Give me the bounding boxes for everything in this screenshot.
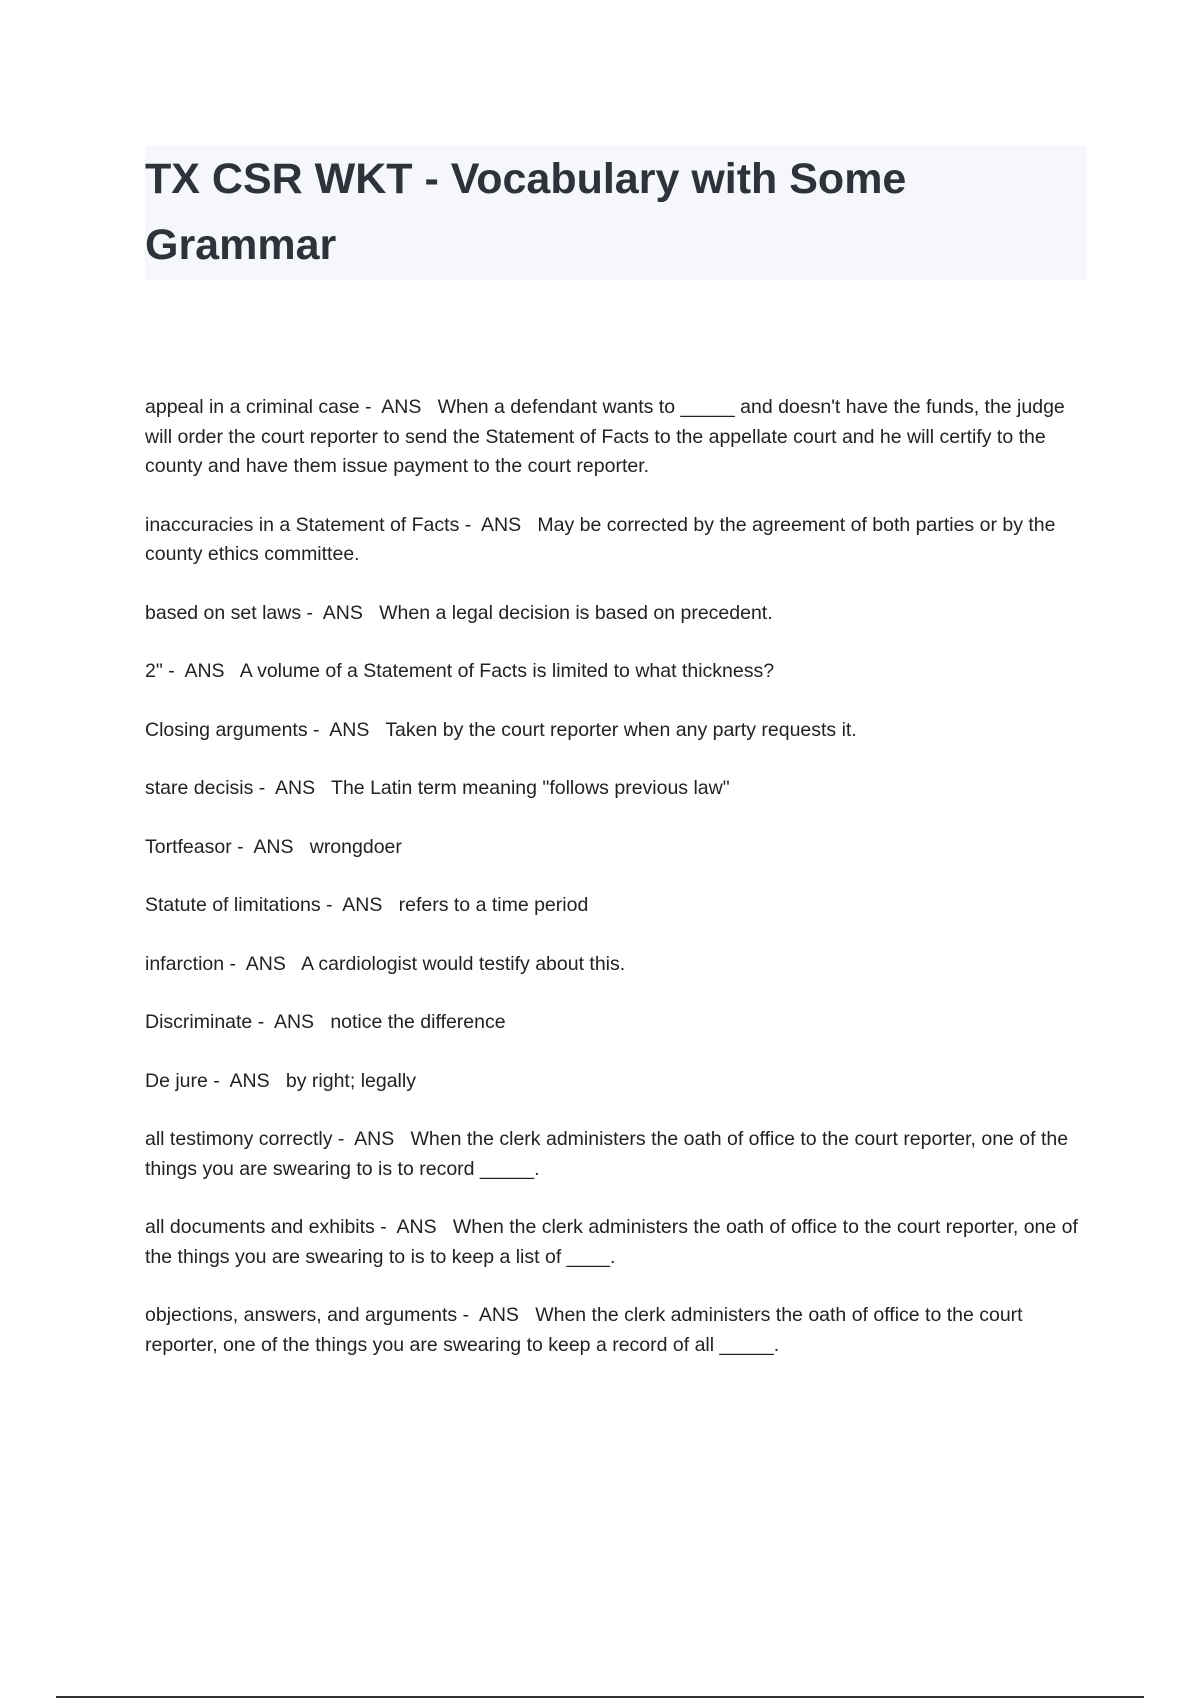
- title-block: [145, 146, 1087, 280]
- list-item: [145, 774, 1095, 804]
- list-item: [145, 393, 1095, 482]
- entry-definition: When the clerk administers the oath of office to the court reporter, one of the things you are swearing to is to keep a list of ____.: [145, 1216, 1084, 1268]
- list-item: [145, 1301, 1095, 1360]
- entry-term: based on set laws: [145, 601, 302, 624]
- document-title: TX CSR WKT - Vocabulary with Some Grammar: [145, 155, 907, 269]
- entry-term: all testimony correctly: [145, 1128, 333, 1150]
- entry-term: Discriminate: [145, 1011, 253, 1033]
- list-item: [145, 511, 1095, 570]
- entry-separator: - ANS: [359, 396, 438, 418]
- entry-separator: - ANS: [320, 894, 399, 916]
- entry-separator: - ANS: [374, 1216, 453, 1238]
- entry-term: infarction: [145, 952, 225, 975]
- list-item: [145, 833, 1095, 863]
- entry-term: Tortfeasor: [145, 835, 232, 858]
- entry-term: stare decisis: [145, 777, 254, 799]
- list-item: [145, 599, 1095, 629]
- entry-term: 2": [145, 660, 163, 682]
- list-item: [145, 950, 1095, 980]
- entry-term: objections, answers, and arguments: [145, 1304, 458, 1326]
- entry-definition: A volume of a Statement of Facts is limited to what thickness?: [239, 660, 775, 682]
- list-item: [145, 716, 1095, 746]
- list-item: [145, 891, 1095, 921]
- entry-separator: - ANS: [253, 777, 332, 799]
- entry-definition: When a defendant wants to _____ and doesn't have the funds, the judge will order the court reporter to send the Statement of Facts to the appellate court and he will certify to the county and have them issue payment to the court reporter.: [145, 396, 1071, 477]
- entry-separator: - ANS: [307, 718, 386, 741]
- entry-separator: - ANS: [252, 1011, 331, 1033]
- entry-definition: May be corrected by the agreement of both parties or by the county ethics committee.: [145, 513, 1061, 565]
- entry-term: all documents and exhibits: [145, 1216, 375, 1238]
- entry-separator: - ANS: [207, 1069, 286, 1092]
- list-item: [145, 1213, 1095, 1272]
- entry-term: Closing arguments: [145, 718, 308, 741]
- entry-definition: by right; legally: [285, 1069, 416, 1092]
- list-item: [145, 1067, 1095, 1097]
- entry-list: [145, 393, 1095, 1389]
- entry-definition: The Latin term meaning "follows previous law": [331, 777, 730, 799]
- entry-separator: - ANS: [162, 660, 240, 682]
- entry-definition: When the clerk administers the oath of office to the court reporter, one of the things you are swearing to keep a record of all _____.: [145, 1304, 1029, 1356]
- entry-separator: - ANS: [459, 513, 538, 536]
- entry-term: inaccuracies in a Statement of Facts: [145, 513, 460, 536]
- entry-definition: When the clerk administers the oath of office to the court reporter, one of the things you are swearing to is to record _____.: [145, 1128, 1074, 1180]
- entry-definition: refers to a time period: [398, 894, 589, 916]
- footer-divider: [56, 1696, 1144, 1698]
- entry-definition: A cardiologist would testify about this.: [301, 952, 626, 975]
- entry-term: De jure: [145, 1069, 208, 1092]
- entry-separator: - ANS: [231, 835, 310, 858]
- entry-term: Statute of limitations: [145, 894, 321, 916]
- entry-separator: - ANS: [301, 601, 380, 624]
- entry-term: appeal in a criminal case: [145, 396, 360, 418]
- list-item: [145, 1125, 1095, 1184]
- list-item: [145, 1008, 1095, 1038]
- entry-definition: notice the difference: [330, 1011, 506, 1033]
- entry-separator: - ANS: [457, 1304, 536, 1326]
- entry-definition: Taken by the court reporter when any party requests it.: [385, 718, 857, 741]
- entry-separator: - ANS: [332, 1128, 411, 1150]
- list-item: [145, 657, 1095, 687]
- entry-definition: wrongdoer: [309, 835, 402, 858]
- entry-separator: - ANS: [224, 952, 302, 975]
- entry-definition: When a legal decision is based on precedent.: [379, 601, 773, 624]
